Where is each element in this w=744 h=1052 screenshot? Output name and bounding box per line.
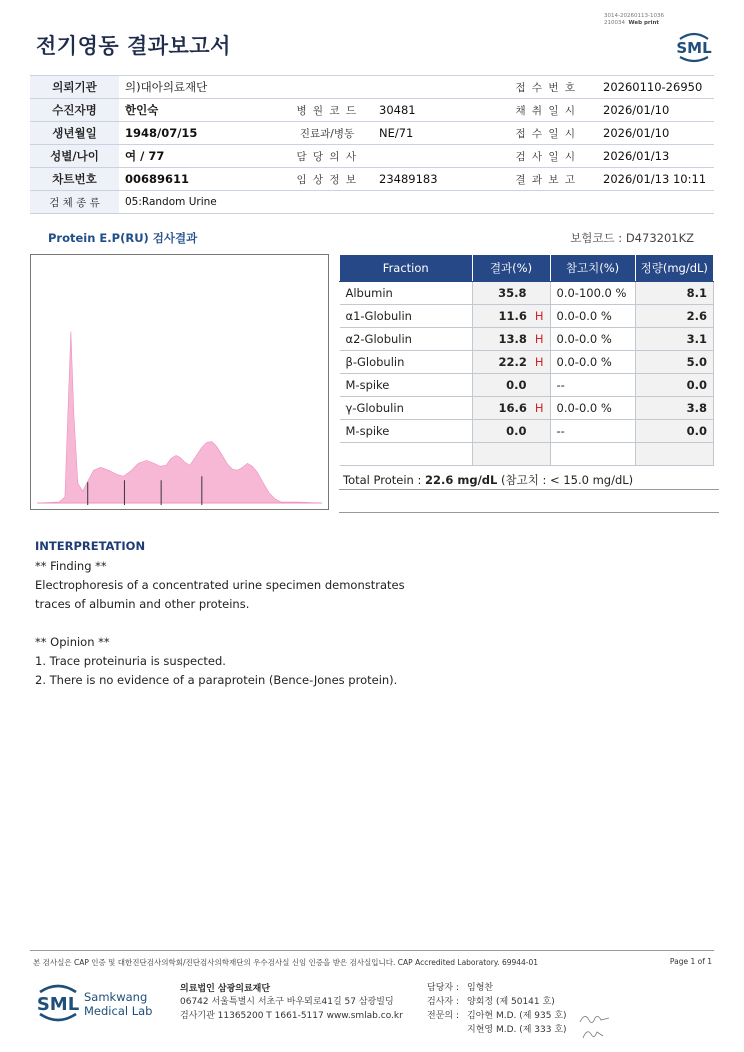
header-reference: 참고치(%) <box>550 255 635 282</box>
result-value: 0.0 <box>506 378 527 392</box>
fraction-table <box>339 254 714 466</box>
label-physician: 담 당 의 사 <box>281 145 373 168</box>
value-specimen-type: 05:Random Urine <box>119 191 714 214</box>
staff-name: 양회정 (제 50141 호) <box>467 997 555 1007</box>
header-quantity: 정량(mg/dL) <box>635 255 714 282</box>
label-collection-date: 채 취 일 시 <box>495 99 597 122</box>
high-flag: H <box>534 355 544 369</box>
value-receipt-number: 20260110-26950 <box>597 76 714 99</box>
staff-row <box>427 1009 567 1023</box>
fraction-quantity: 0.0 <box>635 420 714 443</box>
result-value: 11.6 <box>498 309 527 323</box>
signature-image <box>575 1008 615 1044</box>
fraction-result <box>472 328 550 351</box>
org-address <box>180 995 403 1023</box>
label-result-report: 결 과 보 고 <box>495 168 597 191</box>
label-patient-name: 수진자명 <box>30 99 119 122</box>
org-contact-line: 검사기관 11365200 T 1661-5117 www.smlab.co.kr <box>180 1011 403 1021</box>
fraction-row <box>340 374 714 397</box>
staff-row <box>427 995 567 1009</box>
patient-info-table <box>30 75 714 214</box>
high-flag: H <box>534 401 544 415</box>
interpretation-body: ** Finding ** Electrophoresis of a concentrated urine specimen demonstrates traces of albumin and other proteins. ** Opinion ** 1. Trace proteinuria is suspected. 2. There is no evidence of a paraprotein (Bence-Jones protein). <box>35 559 405 687</box>
fraction-name: γ-Globulin <box>340 397 473 420</box>
fraction-row <box>340 282 714 305</box>
interpretation-title: INTERPRETATION <box>35 539 146 553</box>
fraction-result <box>472 282 550 305</box>
result-value: 13.8 <box>498 332 527 346</box>
info-row <box>30 76 714 99</box>
info-row <box>30 168 714 191</box>
fraction-reference: 0.0-0.0 % <box>550 328 635 351</box>
fraction-quantity: 0.0 <box>635 374 714 397</box>
fraction-reference: -- <box>550 374 635 397</box>
label-hospital-code: 병 원 코 드 <box>281 99 373 122</box>
fraction-quantity: 5.0 <box>635 351 714 374</box>
divider <box>339 512 719 513</box>
footer-divider <box>30 950 714 951</box>
label-sex-age: 성별/나이 <box>30 145 119 168</box>
web-print-label: Web print <box>628 20 660 26</box>
value-physician <box>373 145 495 168</box>
fraction-quantity: 3.8 <box>635 397 714 420</box>
label-clinical-info: 임 상 정 보 <box>281 168 373 191</box>
total-value: 22.6 mg/dL <box>425 473 498 487</box>
logo-line1: Samkwang <box>84 990 148 1004</box>
value-department: NE/71 <box>373 122 495 145</box>
staff-list <box>427 981 567 1037</box>
label-receipt-number: 접 수 번 호 <box>495 76 597 99</box>
value-result-report: 2026/01/13 10:11 <box>597 168 714 191</box>
staff-label: 검사자 : <box>427 997 459 1007</box>
electrophoresis-graph <box>30 254 329 510</box>
header-fraction: Fraction <box>340 255 473 282</box>
result-value: 0.0 <box>506 424 527 438</box>
org-name: 의료법인 삼광의료재단 <box>180 984 271 994</box>
electrophoresis-curve <box>37 331 322 503</box>
result-value: 35.8 <box>498 286 527 300</box>
fraction-row <box>340 351 714 374</box>
document-code <box>604 13 664 27</box>
total-reference: (참고치 : < 15.0 mg/dL) <box>497 473 634 487</box>
fraction-result <box>472 374 550 397</box>
staff-name: 김아현 M.D. (제 935 호) <box>467 1011 567 1021</box>
info-row <box>30 191 714 214</box>
result-value: 16.6 <box>498 401 527 415</box>
staff-label: 전문의 : <box>427 1011 459 1021</box>
value-receipt-date: 2026/01/10 <box>597 122 714 145</box>
staff-row <box>427 981 567 995</box>
fraction-quantity: 2.6 <box>635 305 714 328</box>
value-chart-number: 00689611 <box>119 168 281 191</box>
info-row <box>30 145 714 168</box>
info-row <box>30 122 714 145</box>
label-birth-date: 생년월일 <box>30 122 119 145</box>
logo-line2: Medical Lab <box>84 1004 153 1018</box>
fraction-row <box>340 397 714 420</box>
section-title: Protein E.P(RU) 검사결과 <box>48 231 198 245</box>
sml-logo <box>676 30 712 64</box>
header-result: 결과(%) <box>472 255 550 282</box>
fraction-header-row <box>340 255 714 282</box>
fraction-reference: 0.0-0.0 % <box>550 305 635 328</box>
staff-row <box>427 1023 567 1037</box>
value-clinical-info: 23489183 <box>373 168 495 191</box>
high-flag: H <box>534 332 544 346</box>
value-requesting-org: 의)대아의료재단 <box>119 76 495 99</box>
label-specimen-type: 검 체 종 류 <box>30 191 119 214</box>
info-row <box>30 99 714 122</box>
label-chart-number: 차트번호 <box>30 168 119 191</box>
report-title: 전기영동 결과보고서 <box>36 34 231 58</box>
value-test-date: 2026/01/13 <box>597 145 714 168</box>
fraction-name: Albumin <box>340 282 473 305</box>
fraction-empty-row <box>340 443 714 466</box>
fraction-row <box>340 420 714 443</box>
code-line2: 210034 <box>604 20 625 26</box>
samkwang-logo <box>36 978 166 1026</box>
label-requesting-org: 의뢰기관 <box>30 76 119 99</box>
value-birth-date: 1948/07/15 <box>119 122 281 145</box>
label-department: 진료과/병동 <box>281 122 373 145</box>
fraction-result <box>472 351 550 374</box>
staff-name: 지현영 M.D. (제 333 호) <box>467 1025 567 1035</box>
org-address-line: 06742 서울특별시 서초구 바우뫼로41길 57 삼광빌딩 <box>180 997 394 1007</box>
staff-label: 담당자 : <box>427 983 459 993</box>
fraction-name: α1-Globulin <box>340 305 473 328</box>
value-sex-age: 여 / 77 <box>119 145 281 168</box>
divider <box>339 489 719 490</box>
fraction-reference: -- <box>550 420 635 443</box>
value-hospital-code: 30481 <box>373 99 495 122</box>
insurance-code: 보험코드 : D473201KZ <box>570 231 694 245</box>
fraction-name: α2-Globulin <box>340 328 473 351</box>
label-receipt-date: 접 수 일 시 <box>495 122 597 145</box>
code-line1: 3014-20260113-1036 <box>604 13 664 19</box>
fraction-result <box>472 305 550 328</box>
footer-accreditation-note: 본 검사실은 CAP 인증 및 대한진단검사의학회/진단검사의학재단의 우수검사실 신임 인증을 받은 검사실입니다. CAP Accredited Laboratory. 69944-01 <box>33 958 539 967</box>
fraction-quantity: 8.1 <box>635 282 714 305</box>
fraction-reference: 0.0-100.0 % <box>550 282 635 305</box>
high-flag: H <box>534 309 544 323</box>
fraction-row <box>340 328 714 351</box>
staff-name: 임형찬 <box>467 983 494 993</box>
value-patient-name: 한인숙 <box>119 99 281 122</box>
fraction-row <box>340 305 714 328</box>
fraction-reference: 0.0-0.0 % <box>550 397 635 420</box>
logo-text: SML <box>676 39 712 57</box>
fraction-result <box>472 397 550 420</box>
value-collection-date: 2026/01/10 <box>597 99 714 122</box>
fraction-name: M-spike <box>340 420 473 443</box>
page-number: Page 1 of 1 <box>669 957 712 966</box>
total-protein <box>343 472 633 488</box>
fraction-reference: 0.0-0.0 % <box>550 351 635 374</box>
fraction-name: M-spike <box>340 374 473 397</box>
result-value: 22.2 <box>498 355 527 369</box>
fraction-quantity: 3.1 <box>635 328 714 351</box>
fraction-result <box>472 420 550 443</box>
total-prefix: Total Protein : <box>343 473 426 487</box>
logo-mark-text: SML <box>36 994 80 1015</box>
label-test-date: 검 사 일 시 <box>495 145 597 168</box>
fraction-name: β-Globulin <box>340 351 473 374</box>
